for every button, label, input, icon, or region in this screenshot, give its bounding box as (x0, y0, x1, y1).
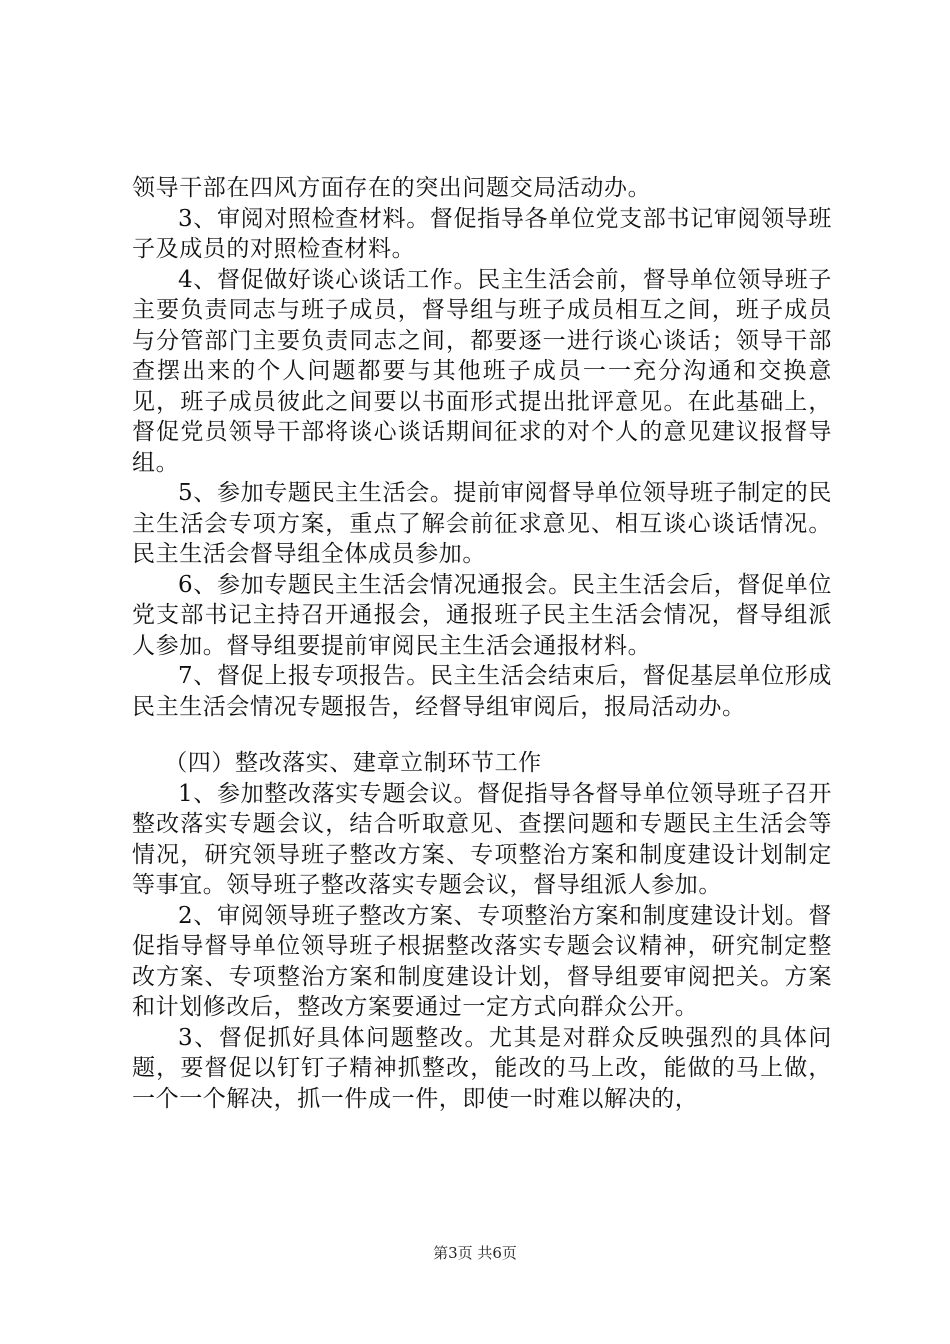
section-paragraph-item-2: 2、审阅领导班子整改方案、专项整治方案和制度建设计划。督促指导督导单位领导班子根据整改落实专题会议精神，研究制定整改方案、专项整治方案和制度建设计划，督导组要审阅把关。方案和计划修改后，整改方案要通过一定方式向群众公开。 (132, 902, 832, 1020)
section-paragraph-item-3: 3、督促抓好具体问题整改。尤其是对群众反映强烈的具体问题，要督促以钉钉子精神抓整改，能改的马上改，能做的马上做，一个一个解决，抓一件成一件，即使一时难以解决的， (132, 1024, 832, 1112)
paragraph-item-4: 4、督促做好谈心谈话工作。民主生活会前，督导单位领导班子主要负责同志与班子成员，督导组与班子成员相互之间，班子成员与分管部门主要负责同志之间，都要逐一进行谈心谈话；领导干部查摆出来的个人问题都要与其他班子成员一一充分沟通和交换意见，班子成员彼此之间要以书面形式提出批评意见。在此基础上，督促党员领导干部将谈心谈话期间征求的对个人的意见建议报督导组。 (132, 266, 832, 476)
page-number-footer: 第3页 共6页 (433, 1244, 517, 1262)
section-paragraph-item-1: 1、参加整改落实专题会议。督促指导各督导单位领导班子召开整改落实专题会议，结合听取意见、查摆问题和专题民主生活会等情况，研究领导班子整改方案、专项整治方案和制度建设计划制定等事宜。领导班子整改落实专题会议，督导组派人参加。 (132, 780, 832, 898)
paragraph-continuation: 领导干部在四风方面存在的突出问题交局活动办。 (132, 175, 652, 201)
paragraph-item-6: 6、参加专题民主生活会情况通报会。民主生活会后，督促单位党支部书记主持召开通报会，通报班子民主生活会情况，督导组派人参加。督导组要提前审阅民主生活会通报材料。 (132, 571, 832, 659)
paragraph-item-3: 3、审阅对照检查材料。督促指导各单位党支部书记审阅领导班子及成员的对照检查材料。 (132, 205, 832, 262)
document-body (132, 173, 832, 1114)
paragraph-item-7: 7、督促上报专项报告。民主生活会结束后，督促基层单位形成民主生活会情况专题报告，经督导组审阅后，报局活动办。 (132, 663, 832, 720)
paragraph-item-5: 5、参加专题民主生活会。提前审阅督导单位领导班子制定的民主生活会专项方案，重点了解会前征求意见、相互谈心谈话情况。民主生活会督导组全体成员参加。 (132, 480, 832, 567)
section-heading: （四）整改落实、建章立制环节工作 (164, 750, 542, 776)
